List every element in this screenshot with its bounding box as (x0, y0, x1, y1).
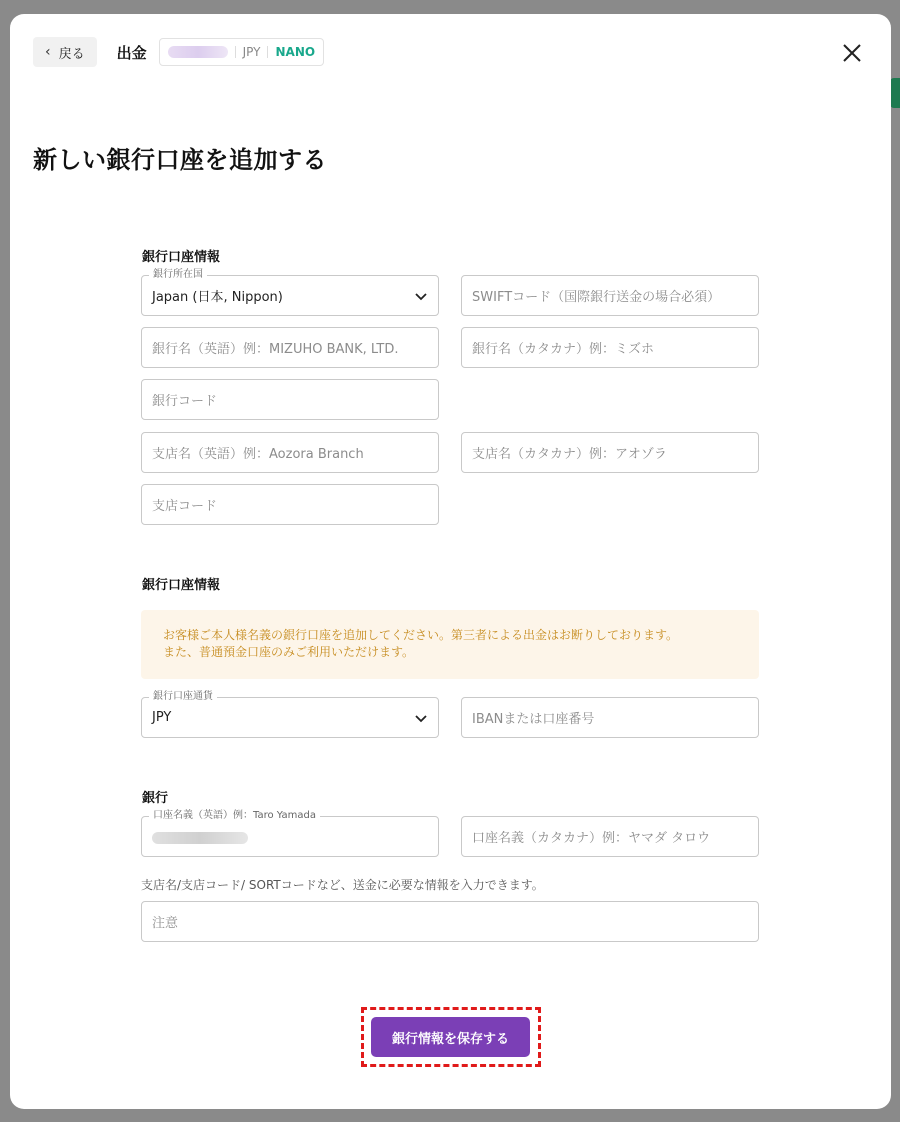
chevron-left-icon: ‹ (45, 44, 51, 60)
chip-currency: JPY (242, 45, 261, 59)
account-currency-value: JPY (152, 710, 172, 725)
country-select[interactable] (141, 269, 439, 316)
redacted-amount (168, 46, 228, 58)
withdraw-modal (10, 14, 891, 1109)
bank-code-input[interactable] (141, 379, 439, 420)
note-placeholder: 注意 (152, 916, 179, 931)
account-holder-kana-input[interactable] (461, 816, 759, 857)
section-title-bank-info: 銀行口座情報 (142, 250, 221, 265)
account-currency-legend: 銀行口座通貨 (149, 691, 217, 703)
back-button-label: 戻る (58, 46, 85, 62)
close-icon[interactable] (841, 42, 863, 64)
chip-divider (267, 46, 268, 58)
notice-line-2: また、普通預金口座のみご利用いただけます。 (163, 645, 415, 659)
page-title: 新しい銀行口座を追加する (33, 146, 327, 174)
helper-text: 支店名/支店コード/ SORTコードなど、送金に必要な情報を入力できます。 (141, 878, 544, 892)
iban-account-number-input[interactable] (461, 697, 759, 738)
section-title-bank: 銀行 (142, 791, 169, 806)
account-holder-kana-placeholder: 口座名義（カタカナ）例：ヤマダ タロウ (472, 831, 711, 846)
account-holder-en-input[interactable] (141, 810, 439, 857)
account-holder-en-legend: 口座名義（英語）例：Taro Yamada (149, 810, 320, 822)
save-bank-info-button[interactable]: 銀行情報を保存する (371, 1017, 530, 1057)
branch-name-kana-placeholder: 支店名（カタカナ）例：アオゾラ (472, 447, 667, 462)
notice-line-1: お客様ご本人様名義の銀行口座を追加してください。第三者による出金はお断りしております。 (163, 628, 679, 642)
chevron-down-icon (414, 711, 428, 725)
country-legend: 銀行所在国 (149, 269, 207, 281)
branch-name-en-input[interactable] (141, 432, 439, 473)
branch-name-kana-input[interactable] (461, 432, 759, 473)
asset-chip (159, 38, 324, 66)
iban-placeholder: IBANまたは口座番号 (472, 712, 595, 727)
chip-network: NANO (275, 45, 316, 59)
account-currency-select[interactable] (141, 691, 439, 738)
modal-title: 出金 (116, 43, 147, 62)
chip-divider (235, 46, 236, 58)
bank-name-kana-placeholder: 銀行名（カタカナ）例：ミズホ (472, 342, 655, 357)
section-title-account-info: 銀行口座情報 (142, 578, 221, 593)
bank-code-placeholder: 銀行コード (152, 394, 218, 409)
chevron-down-icon (414, 289, 428, 303)
note-input[interactable] (141, 901, 759, 942)
background-top-bar (0, 0, 900, 14)
background-green-button (890, 78, 900, 108)
bank-name-kana-input[interactable] (461, 327, 759, 368)
branch-code-input[interactable] (141, 484, 439, 525)
swift-code-placeholder: SWIFTコード（国際銀行送金の場合必須） (472, 290, 721, 305)
modal-header (33, 37, 324, 67)
country-value: Japan (日本, Nippon) (152, 290, 283, 305)
redacted-holder-name (152, 832, 248, 844)
bank-name-en-placeholder: 銀行名（英語）例：MIZUHO BANK, LTD. (152, 342, 399, 357)
swift-code-input[interactable] (461, 275, 759, 316)
notice-box (141, 610, 759, 679)
branch-code-placeholder: 支店コード (152, 499, 218, 514)
branch-name-en-placeholder: 支店名（英語）例：Aozora Branch (152, 447, 364, 462)
back-button[interactable] (33, 37, 97, 67)
bank-name-en-input[interactable] (141, 327, 439, 368)
